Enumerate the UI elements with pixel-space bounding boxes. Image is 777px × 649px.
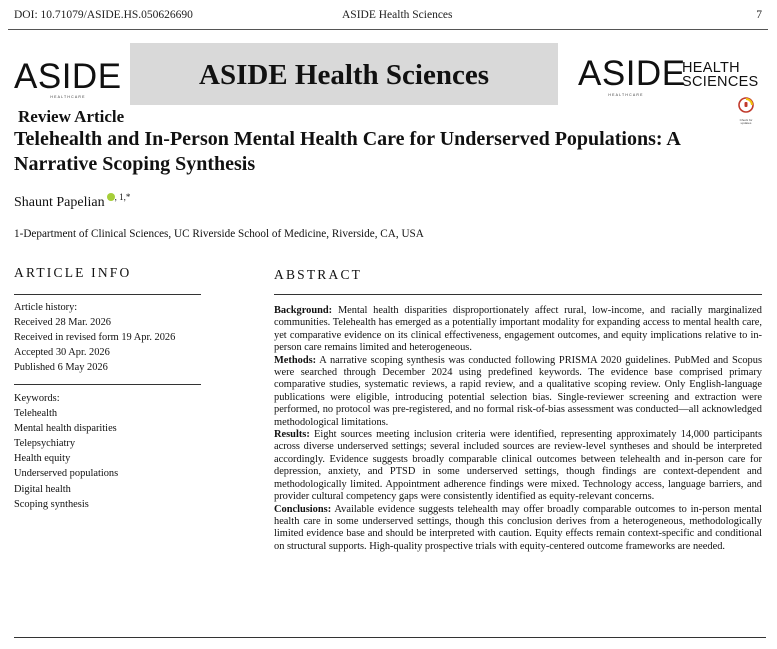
methods-label: Methods: xyxy=(274,354,317,366)
affiliation: 1-Department of Clinical Sciences, UC Riverside School of Medicine, Riverside, CA, USA xyxy=(14,228,424,240)
history-label: Article history: xyxy=(14,302,78,313)
conclusions-label: Conclusions: xyxy=(274,503,332,515)
doi-text[interactable]: DOI: 10.71079/ASIDE.HS.050626690 xyxy=(14,9,193,21)
abstract-conclusions xyxy=(274,504,762,554)
banner-title: ASIDE Health Sciences xyxy=(199,59,489,91)
article-info-heading: ARTICLE INFO xyxy=(14,265,132,280)
logo-sciences-line: SCIENCES xyxy=(682,74,759,90)
keyword: Scoping synthesis xyxy=(14,498,89,510)
check-for-updates-label: Check for updates xyxy=(739,118,753,125)
abstract-body xyxy=(274,305,762,553)
running-header xyxy=(14,9,766,27)
article-info-rule xyxy=(14,294,201,295)
logo-subtext: HEALTHCARE xyxy=(50,95,86,99)
author-affiliation-marker: , 1,* xyxy=(114,192,131,202)
logo-health-line: HEALTH xyxy=(682,60,740,76)
journal-name: ASIDE Health Sciences xyxy=(342,9,453,21)
logo-text: ASIDE xyxy=(578,54,686,93)
orcid-icon[interactable] xyxy=(107,193,115,201)
footer-rule xyxy=(14,637,766,638)
article-title: Telehealth and In-Person Mental Health Care for Underserved Populations: A Narrative Scoping Synthesis xyxy=(14,128,680,175)
author-name[interactable]: Shaunt Papelian xyxy=(14,195,105,210)
header-rule xyxy=(8,29,768,30)
logo-text: ASIDE xyxy=(14,57,122,96)
aside-healthcare-logo xyxy=(14,57,122,101)
abstract-background xyxy=(274,305,762,355)
keyword: Telepsychiatry xyxy=(14,438,76,450)
logo-health-sciences xyxy=(682,61,759,89)
aside-health-sciences-logo xyxy=(578,54,768,98)
background-text: Mental health disparities disproportionately affect rural, low-income, and racially marginalized communities. Telehealth has emerged as a potentially important modality for expanding access to mental health care, yet comparative evidence on its clinical effectiveness, engagement outcomes, and equity implications relative to in-person care remains limited and heterogeneous. xyxy=(274,305,762,354)
history-item: Accepted 30 Apr. 2026 xyxy=(14,347,110,359)
history-item: Received in revised form 19 Apr. 2026 xyxy=(14,332,176,344)
keyword: Health equity xyxy=(14,453,71,465)
journal-banner xyxy=(130,43,558,105)
results-text: Eight sources meeting inclusion criteria were identified, representing approximately 14,000 participants across diverse underserved settings; several included sources are review-level syntheses and should be interpreted accordingly. Evidence suggests broadly comparable clinical outcomes between telehealth and in-person care for depression, anxiety, and PTSD in some underserved settings, though findings are context-dependent and methodologically limited. Appointment adherence findings were mixed. Technology access, language barriers, and provider cultural competency gaps were consistently identified as equity-relevant concerns. xyxy=(274,429,762,503)
results-label: Results: xyxy=(274,429,310,441)
abstract-rule xyxy=(274,294,762,295)
keyword: Underserved populations xyxy=(14,468,119,480)
keywords-list xyxy=(14,391,118,512)
author-line xyxy=(14,192,130,211)
keyword: Digital health xyxy=(14,483,71,495)
history-item: Published 6 May 2026 xyxy=(14,362,108,374)
methods-text: A narrative scoping synthesis was conducted following PRISMA 2020 guidelines. PubMed and Scopus were searched through December 2024 using predefined keywords. The evidence base comprised primary comparative studies, systematic reviews, a rapid review, and a qualitative scoping review. Only English-language publications were eligible, introducing potential selection bias. Single-reviewer screening and extraction were performed, no protocol was pre-registered, and no formal risk-of-bias assessment was conducted—all acknowledged methodological limitations. xyxy=(274,354,762,428)
page-number: 7 xyxy=(756,9,762,21)
logo-subtext: HEALTHCARE xyxy=(608,93,644,97)
conclusions-text: Available evidence suggests telehealth may offer broadly comparable outcomes to in-person mental health care in some underserved settings, though this conclusion derives from a heterogeneous, methodologically limited evidence base and should be interpreted with caution. Equity effects remain context-specific and conditional on structural supports. High-quality prospective trials with equity-centered outcome frameworks are needed. xyxy=(274,503,762,552)
keyword: Telehealth xyxy=(14,408,58,420)
check-for-updates-icon xyxy=(735,97,757,113)
background-label: Background: xyxy=(274,305,333,316)
abstract-results xyxy=(274,429,762,503)
abstract-heading: ABSTRACT xyxy=(274,267,363,282)
check-for-updates-badge[interactable] xyxy=(735,97,757,125)
article-type: Review Article xyxy=(18,107,125,126)
keyword: Mental health disparities xyxy=(14,423,117,435)
abstract-methods xyxy=(274,355,762,429)
article-history xyxy=(14,300,175,375)
keywords-rule xyxy=(14,384,201,385)
keywords-label: Keywords: xyxy=(14,393,60,404)
history-item: Received 28 Mar. 2026 xyxy=(14,317,111,329)
